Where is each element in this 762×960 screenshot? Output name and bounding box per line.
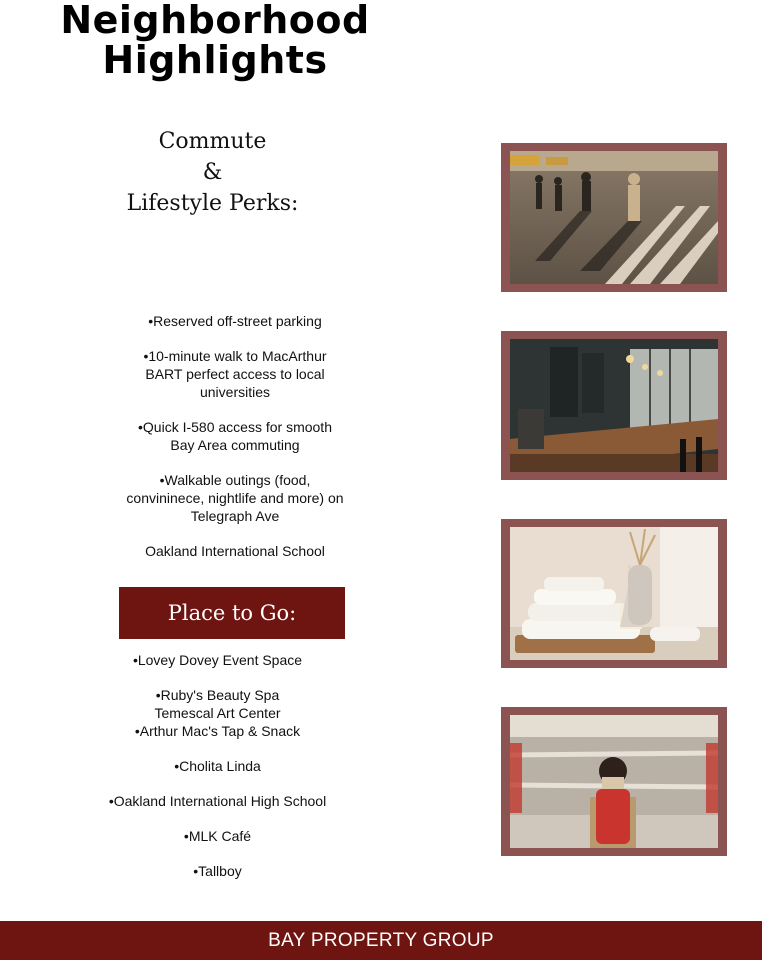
place-item: •Cholita Linda (174, 758, 261, 774)
cafe-interior-photo (501, 331, 727, 480)
footer-brand: BAY PROPERTY GROUP (0, 921, 762, 960)
spa-towels-candle-photo (501, 519, 727, 668)
page-title (30, 0, 400, 80)
section-heading-line-3: Lifestyle Perks: (126, 191, 299, 216)
place-item: •Tallboy (193, 863, 242, 879)
perk-item: •Walkable outings (food, convininece, nightlife and more) on Telegraph Ave (126, 472, 344, 524)
perk-item: •Quick I-580 access for smooth Bay Area commuting (138, 419, 332, 453)
crosswalk-pedestrians-photo (501, 143, 727, 292)
section-heading-line-2: & (202, 160, 223, 185)
places-heading: Place to Go: (119, 587, 345, 639)
page-title-line-1: Neighborhood (60, 0, 370, 42)
page-title-line-2: Highlights (102, 38, 328, 82)
perks-list (110, 312, 360, 577)
places-list (95, 651, 340, 897)
section-heading-line-1: Commute (158, 129, 267, 154)
train-station-traveler-photo (501, 707, 727, 856)
perk-item: •Reserved off-street parking (148, 313, 322, 329)
perk-item: •10-minute walk to MacArthur BART perfect access to local universities (143, 348, 327, 400)
place-item: •Lovey Dovey Event Space (132, 652, 303, 668)
section-heading-commute (110, 126, 315, 219)
perk-item: Oakland International School (145, 543, 325, 559)
place-item: •MLK Café (183, 828, 252, 844)
place-item: •Ruby's Beauty Spa Temescal Art Center •Arthur Mac's Tap & Snack (134, 687, 301, 739)
place-item: •Oakland International High School (108, 793, 327, 809)
